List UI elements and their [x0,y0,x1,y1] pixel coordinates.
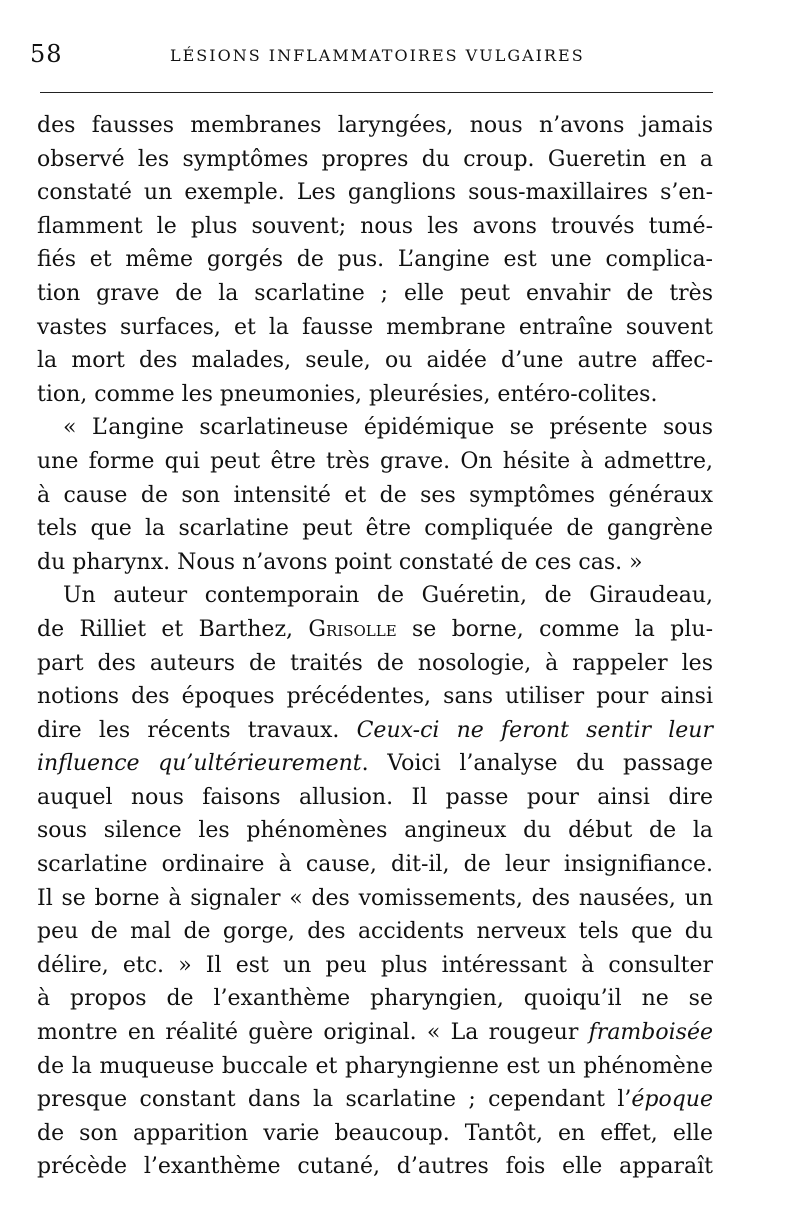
text-line: auquel nous faisons allusion. Il passe pour ainsi dire [37,784,713,810]
text-line [37,613,713,647]
text-line: du pharynx. Nous n’avons point constaté de ces cas. » [37,549,643,575]
text-line: sous silence les phénomènes angineux du début de la [37,818,713,844]
running-header [30,40,770,70]
text-line: fiés et même gorgés de pus. L’angine est une complica- [37,247,713,273]
text-line: une forme qui peut être très grave. On hésite à admettre, [37,448,713,474]
body-text [37,109,713,1184]
text-line: Il se borne à signaler « des vomissements, des nausées, un [37,885,713,911]
text-line: vastes surfaces, et la fausse membrane entraîne souvent [37,314,713,340]
text-segment: dire les récents travaux. [37,717,357,743]
italic-text: Ceux-ci ne feront sentir leur [356,717,713,743]
author-name: Grisolle [308,616,397,642]
text-line: des fausses membranes laryngées, nous n’avons jamais [37,113,713,138]
text-segment: se borne, comme la plu- [396,616,713,642]
text-line: à cause de son intensité et de ses symptômes généraux [37,482,713,508]
text-line: de la muqueuse buccale et pharyngienne est un phénomène [37,1053,713,1079]
text-line: flamment le plus souvent; nous les avons trouvés tumé- [37,213,713,239]
page-number: 58 [30,40,63,68]
text-line: notions des époques précédentes, sans utiliser pour ainsi [37,684,713,710]
text-line: Un auteur contemporain de Guéretin, de Giraudeau, [63,583,713,609]
text-line [37,714,713,748]
text-line: tion, comme les pneumonies, pleurésies, entéro-colites. [37,381,658,407]
italic-text: influence qu’ultérieurement [37,751,362,777]
text-line [37,1083,713,1117]
text-line: la mort des malades, seule, ou aidée d’une autre affec- [37,348,713,374]
text-line: de son apparition varie beaucoup. Tantôt, en effet, elle [37,1120,713,1146]
text-segment: montre en réalité guère original. « La rougeur [37,1020,589,1046]
text-line: scarlatine ordinaire à cause, dit-il, de leur insignifiance. [37,852,713,878]
italic-text: framboisée [588,1020,713,1046]
text-segment: presque constant dans la scarlatine ; cependant l’ [37,1087,632,1113]
text-line [37,1016,713,1050]
text-line: constaté un exemple. Les ganglions sous-maxillaires s’en- [37,180,713,206]
text-line: tels que la scarlatine peut être compliquée de gangrène [37,516,713,542]
text-line: précède l’exanthème cutané, d’autres fois elle apparaît [37,1154,713,1180]
italic-text: époque [631,1087,713,1113]
text-line: « L’angine scarlatineuse épidémique se présente sous [63,415,713,441]
text-line: observé les symptômes propres du croup. Gueretin en a [37,146,713,172]
running-title: LÉSIONS INFLAMMATOIRES VULGAIRES [170,46,585,65]
text-segment: . Voici l’analyse du passage [361,751,713,777]
text-line [37,747,713,781]
text-segment: de Rilliet et Barthez, [37,616,309,642]
header-rule [40,92,713,93]
text-line: délire, etc. » Il est un peu plus intéressant à consulter [37,952,713,978]
text-line: à propos de l’exanthème pharyngien, quoiqu’il ne se [37,986,713,1012]
text-line: peu de mal de gorge, des accidents nerveux tels que du [37,919,713,945]
text-line: part des auteurs de traités de nosologie, à rappeler les [37,650,713,676]
text-line: tion grave de la scarlatine ; elle peut envahir de très [37,280,713,306]
